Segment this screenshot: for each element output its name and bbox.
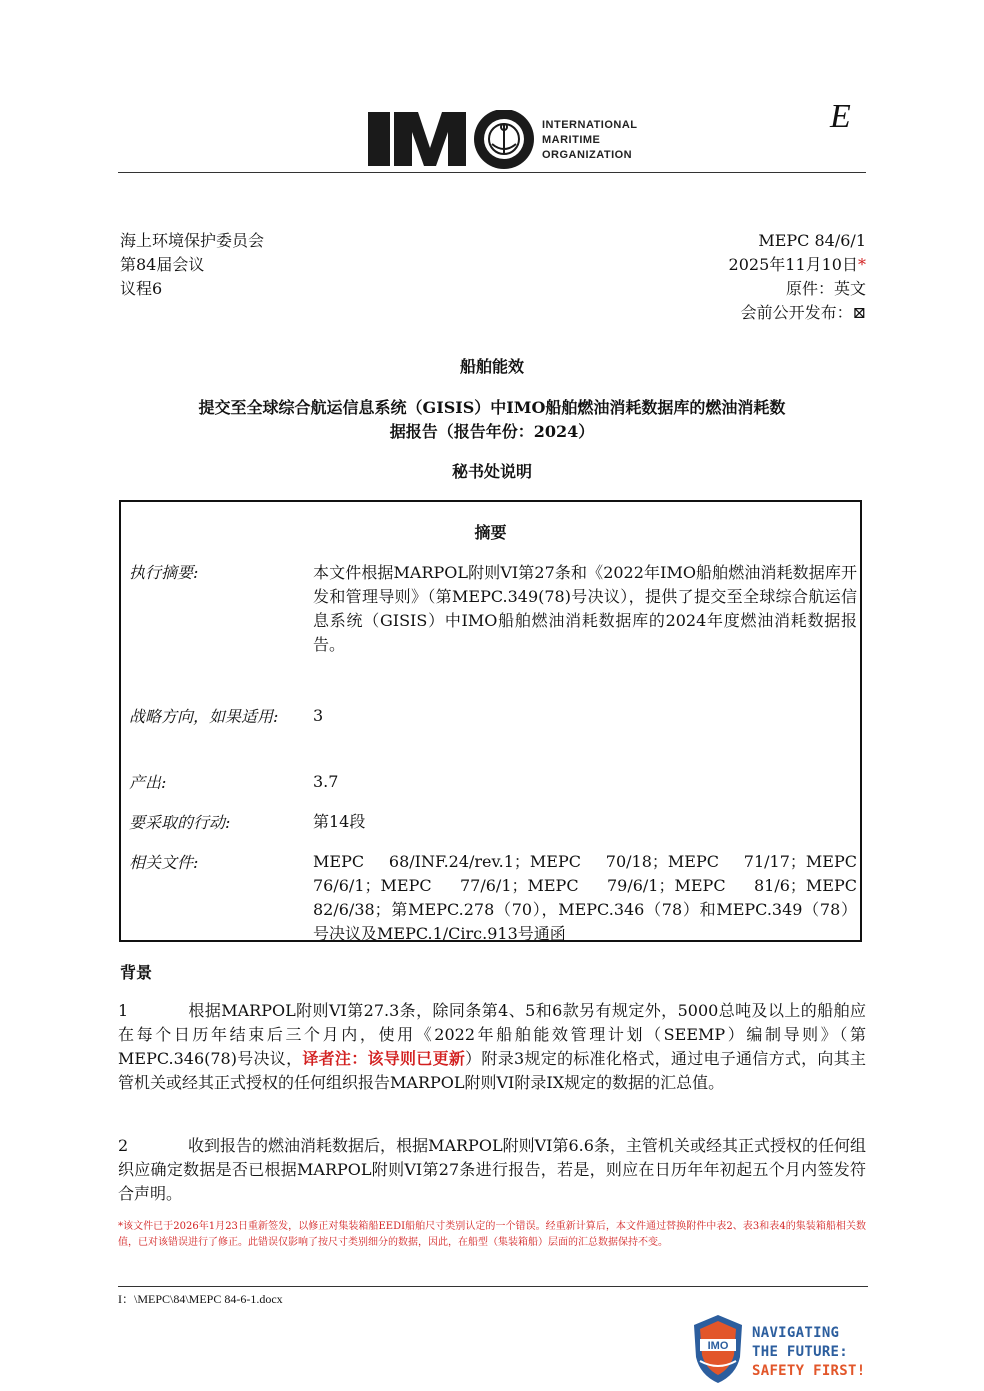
org-line-2: MARITIME xyxy=(542,134,601,146)
paragraph-2-text: 收到报告的燃油消耗数据后，根据MARPOL附则VI第6.6条，主管机关或经其正式授权的任何组织应确定数据是否已根据MARPOL附则VI第27条进行报告，若是，则应在日历年年初起五个月内签发符合声明。 xyxy=(118,1136,866,1203)
pre-session-release: 会前公开发布：⊠ xyxy=(740,303,866,322)
original-language: 原件：英文 xyxy=(785,279,866,298)
summary-box xyxy=(119,500,862,942)
summary-label-action: 要采取的行动: xyxy=(129,813,231,832)
slogan-line-2: THE FUTURE: xyxy=(752,1344,849,1360)
document-date xyxy=(729,253,866,277)
safety-badge xyxy=(690,1313,746,1389)
summary-value-strategic: 3 xyxy=(313,706,324,725)
paragraph-1 xyxy=(118,999,866,1095)
background-heading: 背景 xyxy=(120,963,153,982)
agenda-item: 议程6 xyxy=(120,279,163,298)
document-symbol: MEPC 84/6/1 xyxy=(758,231,866,250)
summary-label-executive: 执行摘要: xyxy=(129,563,199,582)
summary-value-executive: 本文件根据MARPOL附则VI第27条和《2022年IMO船舶燃油消耗数据库开发和管理导则》（第MEPC.349(78)号决议），提供了提交至全球综合航运信息系统（GISIS）中IMO船舶燃油消耗数据库的2024年度燃油消耗数据报告。 xyxy=(313,563,857,654)
main-title xyxy=(118,396,866,444)
footer-divider xyxy=(118,1286,868,1287)
header-divider xyxy=(118,172,866,173)
meta-left xyxy=(120,229,264,301)
org-line-1: INTERNATIONAL xyxy=(542,119,638,131)
session-number: 第84届会议 xyxy=(120,255,205,274)
reissue-footnote: *该文件已于2026年1月23日重新签发，以修正对集装箱船EEDI船舶尺寸类别认定的一个错误。经重新计算后，本文件通过替换附件中表2、表3和表4的集装箱船相关数值，已对该错误进行了修正。此错误仅影响了按尺寸类别细分的数据，因此，在船型（集装箱船）层面的汇总数据保持不变。 xyxy=(118,1221,866,1248)
translator-note: 译者注：该导则已更新 xyxy=(302,1049,466,1068)
file-path: I：\MEPC\84\MEPC 84-6-1.docx xyxy=(118,1292,283,1306)
summary-label-strategic: 战略方向，如果适用: xyxy=(129,707,279,726)
paragraph-1-number: 1 xyxy=(118,1001,129,1020)
paragraph-2 xyxy=(118,1134,866,1206)
slogan-line-1: NAVIGATING xyxy=(752,1325,840,1341)
campaign-slogan xyxy=(752,1324,865,1381)
slogan-line-3: SAFETY FIRST! xyxy=(752,1363,866,1379)
shield-icon xyxy=(690,1313,746,1385)
meta-right xyxy=(729,229,866,325)
imo-logo-graphic xyxy=(368,110,536,170)
imo-logo xyxy=(368,110,536,174)
summary-label-related: 相关文件: xyxy=(129,853,199,872)
language-mark: E xyxy=(830,98,851,135)
committee-name: 海上环境保护委员会 xyxy=(120,231,265,250)
topic-title: 船舶能效 xyxy=(459,357,524,376)
badge-text: IMO xyxy=(707,1340,729,1352)
main-title-line-1: 提交至全球综合航运信息系统（GISIS）中IMO船舶燃油消耗数据库的燃油消耗数 xyxy=(198,398,786,417)
note-by-secretariat: 秘书处说明 xyxy=(451,462,532,481)
date-asterisk: * xyxy=(858,255,866,274)
org-name xyxy=(542,118,638,163)
summary-value-output: 3.7 xyxy=(313,772,339,791)
paragraph-1-text-a: 根据MARPOL附则VI第27.3条，除同条第4、5和6款另有规定外，5000总吨及以上的船舶应在每个日历年结束后三个月内，使用《2022年船舶能效管理计划（SEEMP）编制导则》（第MEPC.346(78)号决议， xyxy=(118,1001,866,1068)
main-title-line-2: 据报告（报告年份：2024） xyxy=(389,422,595,441)
date-text: 2025年11月10日 xyxy=(728,255,858,274)
summary-label-output: 产出: xyxy=(129,773,167,792)
paragraph-1-text-b: ）附录3规定的标准化格式，通过电子通信方式，向其主管机关或经其正式授权的任何组织报告MARPOL附则VI附录IX规定的数据的汇总值。 xyxy=(118,1049,866,1092)
summary-heading: 摘要 xyxy=(474,523,507,542)
org-line-3: ORGANIZATION xyxy=(542,149,633,161)
paragraph-2-number: 2 xyxy=(118,1136,129,1155)
summary-value-related: MEPC 68/INF.24/rev.1；MEPC 70/18；MEPC 71/17；MEPC 76/6/1；MEPC 77/6/1；MEPC 79/6/1；MEPC 81/6；MEPC 82/6/38；第MEPC.278（70），MEPC.346（78）和MEPC.349（78）号决议及MEPC.1/Circ.913号通函 xyxy=(313,852,857,943)
summary-value-action: 第14段 xyxy=(313,812,366,831)
